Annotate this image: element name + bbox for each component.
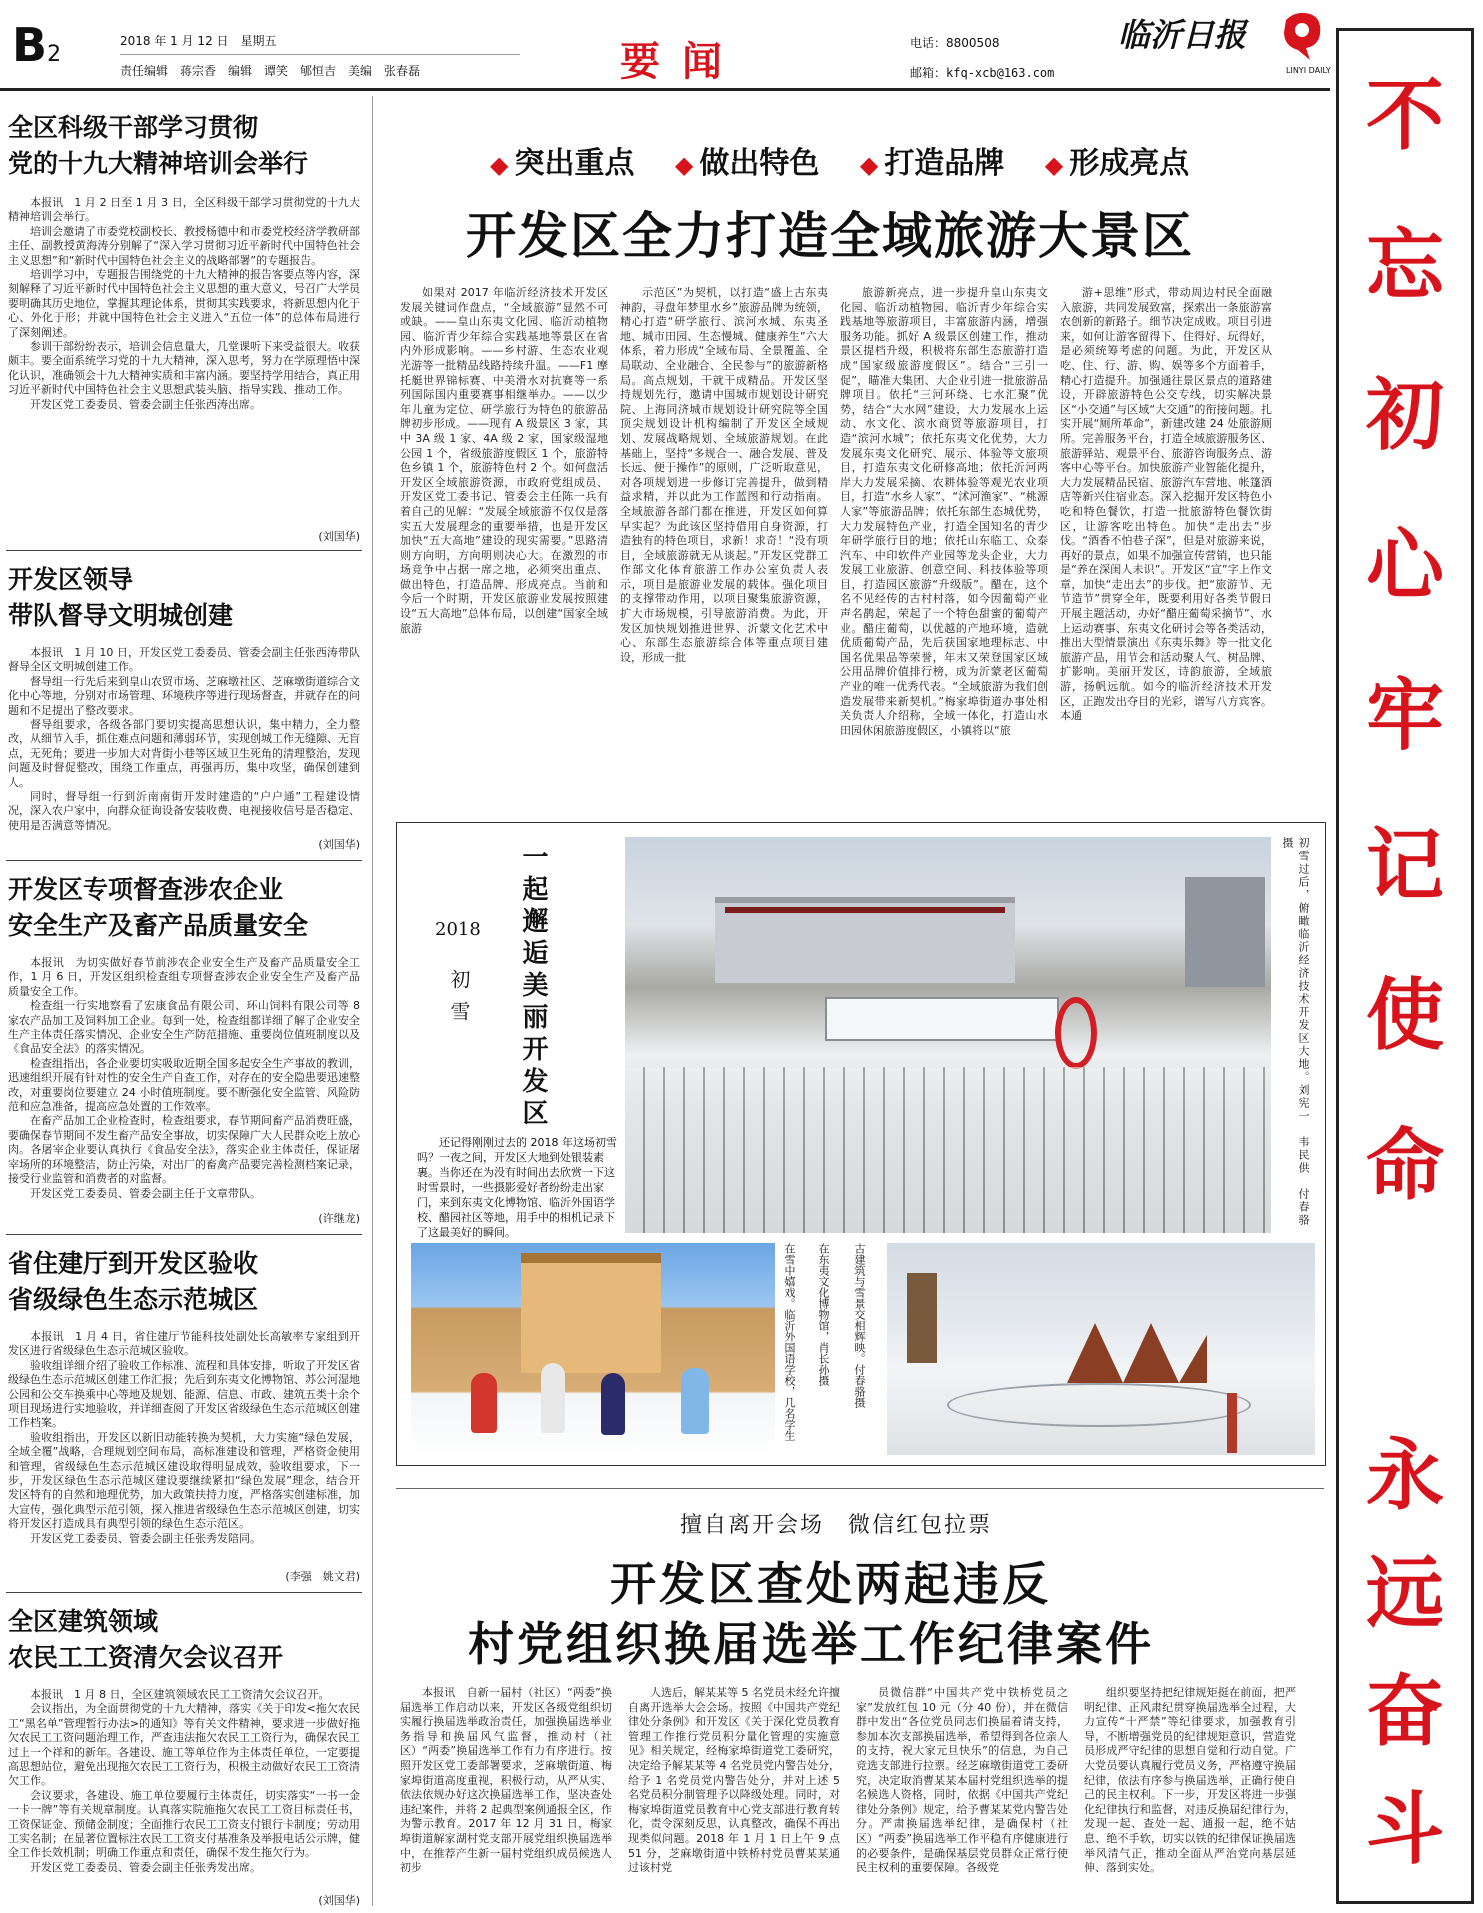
main-column-1: 如果对 2017 年临沂经济技术开发区发展关键词作盘点，“全域旅游”显然不可或缺。——皇山东夷文化园、临沂动植物园、临沂青少年综合实践基地等景区在省内外形成影响。——乡村游、生态农业观光游等一批精品线路持续升温。——F1 摩托艇世界锦标赛、中美滑水对抗赛等一系列国际国内重要赛事相继举办。——以少年儿童为定位、研学旅行为特色的旅游品牌初步形成。——现有 A 级景区 3 家，其中 3A 级 1 家、4A 级 2 家，国家级湿地公园 1 个，省级旅游度假区 1 个，旅游特色乡镇 1 个，旅游特色村 2 个。如何盘活开发区全域旅游资源，市政府党组成员、开发区党工委书记、管委会主任陈一兵有着自己的见解：“发展全域旅游不仅仅是落实五大发展理念的重要举措，也是开发区加快“五大高地”建设的现实需要。”思路清则方向明，方向明则决心大。在激烈的市场竞争中占据一席之地，必须突出重点、做出特色，打造品牌、形成亮点。当前和今后一个时期，开发区旅游业发展按照建设“五大高地”总体布局，以创建“国家全域旅游: [400, 286, 608, 635]
main-column-3: 旅游新亮点，进一步提升皇山东夷文化园、临沂动植物园、临沂青少年综合实践基地等旅游项目，丰富旅游内涵，增强服务功能。抓好 A 级景区创建工作，推动景区提档升级，积极将东部生态旅游打造成“国家级旅游度假区”。结合“三引一促”，瞄准大集团、大企业引进一批旅游品牌项目。依托“三河环绕、七水汇聚”优势，结合“大水网”建设，大力发展水上运动、水文化、滨水商贸等旅游项目，打造“滨河水城”；依托东夷文化优势，大力发展东夷文化研究、展示、体验等文旅项目，打造东夷文化研修高地；依托沂河两岸大力发展采摘、农耕体验等观光农业项目，打造“水乡人家”、“沭河渔家”、“桃源人家”等旅游品牌；依托东部生态城优势，大力发展特色产业，打造全国知名的青少年研学旅行目的地；依托山东临工、众泰汽车、中印软件产业园等龙头企业，大力发展工业旅游、创意空间、科技体验等项目，打造园区旅游“升级版”。醋在，这个名不见经传的古村村落，如今因葡萄产业声名鹊起，荣起了一个特色甜蜜的葡萄产业。醋庄葡萄，以优越的产地环境，造就优质葡萄产品，先后获国家地理标志、中国名优果品等荣誉，年末又荣登国家区域公用品牌价值排行榜，成为沂蒙老区葡萄产业的唯一优秀代表。“全域旅游为我们创造发展带来新契机。”梅家埠街道办事处相关负责人介绍称，全域一体化，打造山水田园休闲旅游度假区，小镇将以“旅: [840, 286, 1048, 737]
tagline: [490, 138, 1219, 182]
caption-middle-a: 古建筑与雪景交相辉映。付春骆摄: [853, 1243, 866, 1408]
slogan-char: 心: [1365, 520, 1444, 611]
photo-feature-year: 2018: [435, 919, 481, 940]
section-title: 要闻: [620, 38, 744, 85]
slogan-char: 永: [1365, 1430, 1444, 1521]
caption-right: 初雪过后，俯瞰临沂经济技术开发区大地。刘宪一 韦民供 付春骆摄: [1281, 837, 1310, 1227]
issue-date: 2018 年 1 月 12 日 星期五: [120, 34, 277, 48]
tag-item: ◆ 做出特色: [674, 146, 820, 181]
article2-body: 本报讯 1 月 10 日，开发区党工委委员、管委会副主任张西涛带队督导全区文明城创建工作。 督导组一行先后来到皇山农贸市场、芝麻墩社区、芝麻墩街道综合文化中心等地，分别对市场管理、环境秩序等进行现场督查，并就存在的问题和不足提出了整改要求。 督导组要求，各级各部门要切实提高思想认识，集中精力，全力整改，从细节入手，抓住难点问题和薄弱环节，实现创城工作无缝隙、无盲点，无死角；要进一步加大对背街小巷等区域卫生死角的清理整治，发现问题及时督促整改，围绕工作重点，再强再历，集中攻坚，确保创建到人。 同时，督导组一行到沂南南街开发时建造的“户户通”工程建设情况，深入农户家中，向群众征询设备安装收费、电视接收信号是否稳定、使用是否满意等情况。: [8, 646, 360, 832]
slogan-char: 奋: [1365, 1666, 1444, 1757]
photo-feature-title: 一起邂逅美丽开发区: [518, 843, 548, 1131]
phone: 电话：8800508: [910, 36, 1000, 50]
article-b-column-4: 组织要坚持把纪律规矩挺在前面，把严明纪律、正风肃纪贯穿换届选举全过程，大力宣传“十严禁”等纪律要求，加强教育引导，不断增强党员的纪律规矩意识，营造党员形成严守纪律的思想自觉和行动自觉。广大党员要认真履行党员义务，严格遵守换届纪律，依法有序参与换届选举，正确行使自己的民主权利。下一步，开发区将进一步强化纪律执行和监督，对违反换届纪律行为，发现一起、查处一起、通报一起，绝不姑息、绝不手软，切实以铁的纪律保证换届选举风清气正，推动全面从严治党向基层延伸、落到实处。: [1084, 1686, 1296, 1875]
article5-body: 本报讯 1 月 8 日，全区建筑领域农民工工资清欠会议召开。 会议指出，为全面贯彻党的十九大精神，落实《关于印发<拖欠农民工“黑名单”管理暂行办法>的通知》等有关文件精神，要求进一步做好拖欠农民工工资问题治理工作，严查违法拖欠农民工工资行为，确保农民工过上一个祥和的新年。各建设、施工等单位作为主体责任单位，一定要提高思想站位，避免出现拖欠农民工工资行为，积极主动做好农民工工资清欠工作。 会议要求，各建设、施工单位要履行主体责任，切实落实“一书一金一卡一牌”等有关规章制度。认真落实院施拖欠农民工工资目标责任书，工资保证金、预储金制度；全面推行农民工工资支付银行卡制度；劳动用工实名制；在显著位置标注农民工工资支付基准条及举报电话公示牌，健全工作长效机制；明确工作重点和责任，确保不发生拖欠行为。 开发区党工委委员、管委会副主任张秀发出席。: [8, 1688, 360, 1874]
caption-middle-c: 在东夷文化博物馆，肖长孙摄: [817, 1243, 830, 1386]
newspaper-logo-icon: [1280, 10, 1324, 62]
slogan-char: 牢: [1365, 670, 1444, 761]
slogan-char: 记: [1365, 820, 1444, 911]
article4-title: 省住建厅到开发区验收 省级绿色生态示范城区: [8, 1249, 259, 1314]
editors-line: 责任编辑 蒋宗香 编辑 谭笑 郇恒吉 美编 张春磊: [120, 64, 421, 78]
article1-byline: (刘国华): [318, 530, 360, 543]
main-headline: 开发区全力打造全域旅游大景区: [466, 206, 1194, 265]
tag-item: ◆ 形成亮点: [1044, 146, 1190, 181]
article5-title: 全区建筑领域 农民工工资清欠会议召开: [8, 1607, 284, 1672]
article4-body: 本报讯 1 月 4 日，省住建厅节能科技处副处长高敏率专家组到开发区进行省级绿色生态示范城区验收。 验收组详细介绍了验收工作标准、流程和具体安排，听取了开发区省级绿色生态示范城区创建工作汇报；先后到东夷文化博物馆、苏公河湿地公园和公交车换乘中心等地及规划、能源、信息、市政、建筑五类十余个项目现场进行实地验收，并详细查阅了开发区省级绿色生态示范城区创建工作档案。 验收组指出，开发区以新旧动能转换为契机，大力实施“绿色发展，全域全覆”战略，合理规划空间布局，高标准建设和管理，严格资金使用和管理，省级绿色生态示范城区建设取得明显成效，验收组要求，下一步，开发区绿色生态示范城区建设要继续紧扣“绿色发展”理念，结合开发区特有的自然和地理优势，加大政策扶持力度，严格落实创建标准，加大宣传，强化典型示范引领，探入推进省级绿色生态示范城区创建，切实将开发区打造成具有典型引领的绿色生态示范区。 开发区党工委委员、管委会副主任张秀发陪同。: [8, 1330, 360, 1545]
article-b-column-1: 本报讯 自新一届村（社区）“两委”换届选举工作启动以来，开发区各级党组织切实履行换届选举政治责任，加强换届选举业务指导和换届风气监督，推动村（社区）“两委”换届选举工作有力有序进行。按照开发区党工委部署要求，芝麻墩街道、梅家埠街道高度重视，积极行动，从严从实、依法依规办好这次换届选举工作，坚决查处违纪案件，并将 2 起典型案例通报全区，作为警示教育。2017 年 12 月 31 日，梅家埠街道解家湖村党支部开展党组织换届选举中，在推荐产生新一届村党组织成员候选人初步: [400, 1686, 612, 1875]
article2-title: 开发区领导 带队督导文明城创建: [8, 565, 234, 630]
slogan-char: 初: [1365, 370, 1444, 461]
main-column-2: 示范区”为契机，以打造“盛上古东夷神韵，寻盘年梦里水乡”旅游品牌为统领，精心打造“研学旅行、滨河水城、东夷圣地、城市田园、生态慢城、健康养生”六大体系，着力形成“全域布局、全景覆盖、全局联动、全业融合、全民参与”的旅游新格局。高点规划，干就干成精品。开发区坚持规划先行，邀请中国城市规划设计研究院、上海同济城市规划设计研究院等全国顶尖规划设计机构编制了开发区全域规划、发展战略规划、全域旅游规划。在此基础上，坚持“多规合一、融合发展、普及长远、便于操作”的原则，广泛听取意见，对各项规划进一步修订完善提升，做到精益求精，并以此为工作蓝图和行动指南。全域旅游各部门都在推进，开发区如何算早实起？为此该区坚持借用自身资源，打造独有的特色项目，求新！求奇！“没有项目，全域旅游就无从谈起。”开发区党群工作部文化体育旅游工作办公室负责人表示，项目是旅游业发展的载体。强化项目的支撑带动作用，以项目聚集旅游资源，扩大市场规模，引导旅游消费。为此，开发区加快规划推进世界、沂蒙文化艺术中心、东部生态旅游综合体等重点项目建设，形成一批: [620, 286, 828, 664]
photo-feature: [396, 822, 1326, 1466]
slogan-char: 命: [1365, 1120, 1444, 1211]
slogan-box: [1336, 28, 1474, 1904]
article4-byline: (李强 姚文君): [285, 1570, 360, 1583]
slogan-char: 不: [1365, 70, 1444, 161]
article5-byline: (刘国华): [318, 1894, 360, 1907]
article2-byline: (刘国华): [318, 838, 360, 851]
article-b-column-2: 人选后，解某某等 5 名党员未经允许擅自离开选举大会会场。按照《中国共产党纪律处分条例》和开发区《关于深化党员教育管理工作推行党员积分量化管理的实施意见》相关规定，经梅家埠街道党工委研究，决定给予解某某等 4 名党员党内警告处分，给予 1 名党员党内警告处分，并对上述 5 名党员积分制管理予以降级处理。同时，对梅家埠街道党员教育中心党支部进行教育转化，责令深刻反思，认真整改，确保不再出现类似问题。2018 年 1 月 1 日上午 9 点 51 分，芝麻墩街道中铁桥村党员曹某某通过该村党: [628, 1686, 840, 1875]
slogan-char: 使: [1365, 970, 1444, 1061]
slogan-char: 远: [1365, 1548, 1444, 1639]
email: 邮箱：kfq-xcb@163.com: [910, 66, 1055, 80]
article-b-headline-1: 开发区查处两起违反: [610, 1557, 1051, 1611]
page-number: B2: [12, 18, 62, 72]
article3-byline: (许继龙): [318, 1212, 360, 1225]
article-b-column-3: 员微信群“中国共产党中铁桥党员之家”发放红包 10 元（分 40 份），并在微信群中发出“各位党员同志们换届着请支持，参加本次支部换届选举，希望得到各位亲人的支持，祝大家元旦快乐”的信息，为自己竞选支部进行拉票。经芝麻墩街道党工委研究，决定取消曹某某本届村党组织选举的提名候选人资格，同时，依据《中国共产党纪律处分条例》规定，给予曹某某党内警告处分。严肃换届选举纪律，是确保村（社区）“两委”换届选举工作平稳有序健康进行的必要条件，是确保基层党员群众正常行使民主权利的重要保障。各级党: [856, 1686, 1068, 1875]
tag-item: ◆ 打造品牌: [859, 146, 1005, 181]
slogan-char: 忘: [1365, 220, 1444, 311]
article1-title: 全区科级干部学习贯彻 党的十九大精神培训会举行: [8, 113, 309, 178]
photo-feature-sub: 初雪: [447, 969, 471, 1033]
article3-body: 本报讯 为切实做好春节前涉农企业安全生产及畜产品质量安全工作，1 月 6 日，开发区组织检查组专项督查涉农企业安全生产及畜产品质量安全工作。 检查组一行实地察看了宏康食品有限公司、环山饲料有限公司等 8 家农产品加工及饲料加工企业。每到一处，检查组都详细了解了企业安全生产主体责任落实情况、企业安全生产防范措施、重要岗位值班制度以及《食品安全法》的落实情况。 检查组指出，各企业要切实吸取近期全国多起安全生产事故的教训，迅速组织开展有针对性的安全生产自查工作，对存在的安全隐患要迅速整改，对重要岗位要建立 24 小时值班制度。要不断强化安全监管、风险防范和应急准备，提高应急处置的工作效率。 在畜产品加工企业检查时，检查组要求，春节期间畜产品消费旺盛，要确保春节期间不发生畜产品安全事故，切实保障广大人民群众吃上放心肉。各屠宰企业要认真执行《食品安全法》，落实企业主体责任，保证屠宰场所的环境整洁，防止污染，对出厂的畜禽产品要完善检测档案记录，接受行业监管和消费者的对监督。 开发区党工委委员、管委会副主任于文章带队。: [8, 956, 360, 1200]
main-column-4: 游+思维”形式，带动周边村民全面融入旅游，共同发展致富，探索出一条旅游富农创新的新路子。细节决定成败。项目引进来，如何让游客留得下、住得好、玩得好，是必须统筹考虑的问题。为此，开发区从吃、住、行、游、购、娱等多个方面着手，精心打造提升。加强通往景区景点的道路建设，开辟旅游特色公交专线，切实解决景区“小交通”与区域“大交通”的衔接问题。扎实开展“厕所革命”，新建改建 24 处旅游厕所。完善服务平台，打造全域旅游服务区、旅游驿站、观景平台、旅游咨询服务点、游客中心等平台。加快旅游产业智能化提升，大力发展精品民宿、旅游汽车营地、帐篷酒店等新兴住宿业态。深入挖掘开发区特色小吃和特色餐饮，打造一批旅游特色餐饮街区，让游客吃出特色。加快“走出去”步伐。“酒香不怕巷子深”，但是对旅游来说，再好的景点，如果不加强宣传营销，也只能是“养在深闺人未识”。开发区“宣”字上作文章，加快“走出去”的步伐。把“旅游节、无节造节”贯穿全年，既要利用好各类节假日开展主题活动，办好“醋庄葡萄采摘节”、水上运动赛事、东夷文化研讨会等各类活动，推出大型情景演出《东夷乐舞》等一批文化旅游产品，用节会和活动聚人气、树品牌、扩影响。美丽开发区，诗韵旅游，全域旅游，扬帆远航。如今的临沂经济技术开发区，正跑发出夺目的光彩，谱写八方宾客。本通: [1060, 286, 1272, 723]
newspaper-brand: 临沂日报: [1118, 16, 1247, 54]
article3-title: 开发区专项督查涉农企业 安全生产及畜产品质量安全: [8, 875, 309, 940]
caption-middle-b: 在雪中嬉戏。临沂外国语学校，几名学生: [783, 1243, 796, 1441]
students-snow-photo: [411, 1243, 775, 1455]
tag-item: ◆ 突出重点: [490, 146, 635, 181]
article-b-subhead: 擅自离开会场 微信红包拉票: [680, 1513, 993, 1538]
photo-feature-blurb: 还记得刚刚过去的 2018 年这场初雪吗？一夜之间，开发区大地到处银装素裹。当你还在为没有时间出去欣赏一下这时雪景时，一些摄影爱好者纷纷走出家门，来到东夷文化博物馆、临沂外国语学校、醋园社区等地，用手中的相机记录下了这最美好的瞬间。: [417, 1136, 617, 1239]
museum-snow-photo: [887, 1243, 1315, 1455]
article1-body: 本报讯 1 月 2 日至 1 月 3 日，全区科级干部学习贯彻党的十九大精神培训会举行。 培训会邀请了市委党校副校长、教授杨德中和市委党校经济学教研部主任、副教授黄海涛分别解了“深入学习贯彻习近平新时代中国特色社会主义思想”和“新时代中国特色社会主义的战略部署”的专题报告。 培训学习中，专题报告围绕党的十九大精神的报告客要点等内容，深刻解释了习近平新时代中国特色社会主义思想的重大意义，号召广大学员要明确其历史地位，掌握其理论体系，贯彻其实践要求，将新思想内化于心、外化于形；并就中国特色社会主义进入“五位一体”的总体布局进行了深刻阐述。 参训干部纷纷表示，培训会信息量大，几堂课听下来受益很大。收获颇丰。要全面系统学习党的十九大精神，深入思考，努力在学原理悟中深化认识，准确领会十九大精神实质和丰富内涵。要坚持学用结合，真正用习近平新时代中国特色社会主义思想武装头脑、指导实践、推动工作。 开发区党工委委员、管委会副主任张西涛出席。: [8, 196, 360, 411]
article-b-headline-2: 村党组织换届选举工作纪律案件: [468, 1617, 1154, 1671]
aerial-snow-photo: [625, 837, 1271, 1233]
brand-subtitle: LINYI DAILY: [1286, 66, 1331, 75]
slogan-char: 斗: [1365, 1784, 1444, 1875]
